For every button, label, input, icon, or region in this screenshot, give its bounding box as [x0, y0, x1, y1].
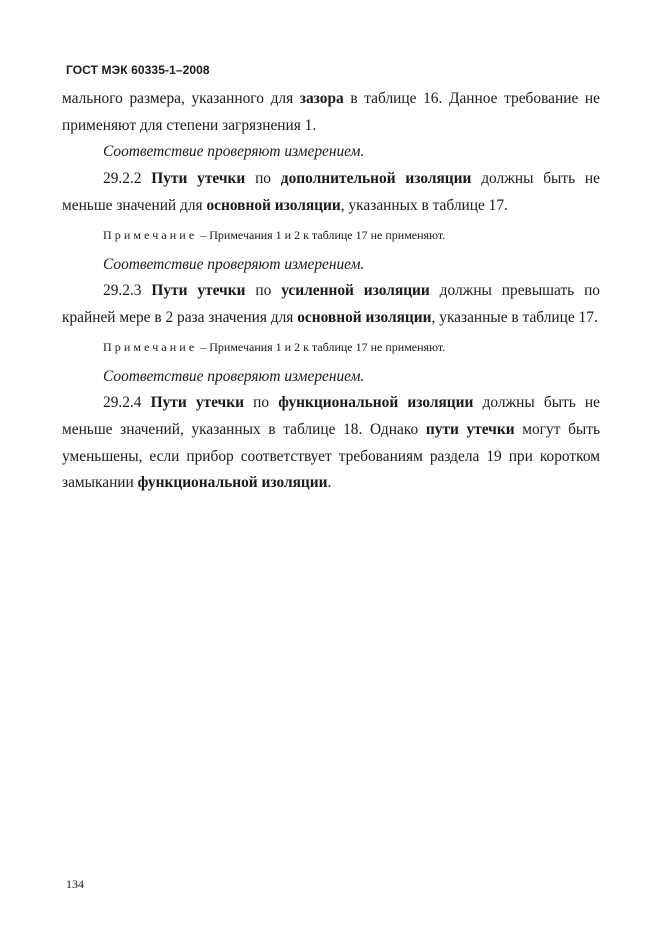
text-run: могут быть уменьшены, если прибор соответствует требованиям раздела 19 при коротком замыкании	[62, 421, 600, 492]
note	[62, 338, 600, 356]
text-run: должны превышать по крайней мере в 2 раза значения для	[62, 282, 601, 326]
text-run: по	[243, 394, 279, 412]
compliance-statement: Соответствие проверяют измерением.	[103, 255, 365, 273]
text-run: по	[245, 282, 282, 300]
term-basic-insulation: основной изоляции	[297, 308, 432, 326]
document-header: ГОСТ МЭК 60335-1–2008	[66, 63, 210, 77]
text-run: , указанные в таблице 17.	[431, 308, 598, 326]
compliance-statement: Соответствие проверяют измерением.	[103, 367, 365, 385]
document-body	[62, 86, 600, 497]
clause-29-2-3	[62, 278, 600, 331]
term-clearance: зазора	[299, 90, 344, 107]
term-creepage: Пути утечки	[150, 394, 244, 412]
note-label: Примечание	[103, 227, 198, 242]
compliance-statement: Соответствие проверяют измерением.	[103, 143, 365, 161]
clause-number: 29.2.2	[103, 170, 152, 188]
clause-number: 29.2.3	[103, 282, 152, 300]
note	[62, 226, 600, 244]
page-number: 134	[66, 877, 84, 891]
clause-number: 29.2.4	[103, 394, 151, 412]
text-run: мального размера, указанного для	[62, 90, 300, 107]
clause-29-2-4	[62, 390, 600, 497]
text-run: по	[245, 170, 281, 188]
note-text: – Примечания 1 и 2 к таблице 17 не применяют.	[197, 227, 446, 242]
text-run: , указанных в таблице 17.	[340, 196, 508, 214]
text-run: .	[327, 474, 332, 492]
note-text: – Примечания 1 и 2 к таблице 17 не применяют.	[197, 339, 446, 354]
term-creepage: Пути утечки	[151, 282, 246, 300]
term-creepage: пути утечки	[425, 421, 515, 439]
clause-29-2-2	[62, 166, 600, 219]
note-label: Примечание	[103, 339, 198, 354]
term-functional-insulation: функциональной изоляции	[137, 474, 328, 492]
text-run: должны быть не меньше значений для	[62, 170, 600, 214]
paragraph-continuation	[62, 86, 600, 139]
term-supplementary-insulation: дополнительной изоляции	[280, 170, 472, 188]
term-basic-insulation: основной изоляции	[206, 196, 341, 214]
text-run: должны быть не меньше значений, указанных в таблице 18. Однако	[62, 394, 600, 439]
term-reinforced-insulation: усиленной изоляции	[281, 282, 430, 300]
term-creepage: Пути утечки	[151, 170, 246, 188]
text-run: в таблице 16. Данное требование не применяют для степени загрязнения 1.	[62, 90, 600, 134]
term-functional-insulation: функциональной изоляции	[278, 394, 474, 412]
